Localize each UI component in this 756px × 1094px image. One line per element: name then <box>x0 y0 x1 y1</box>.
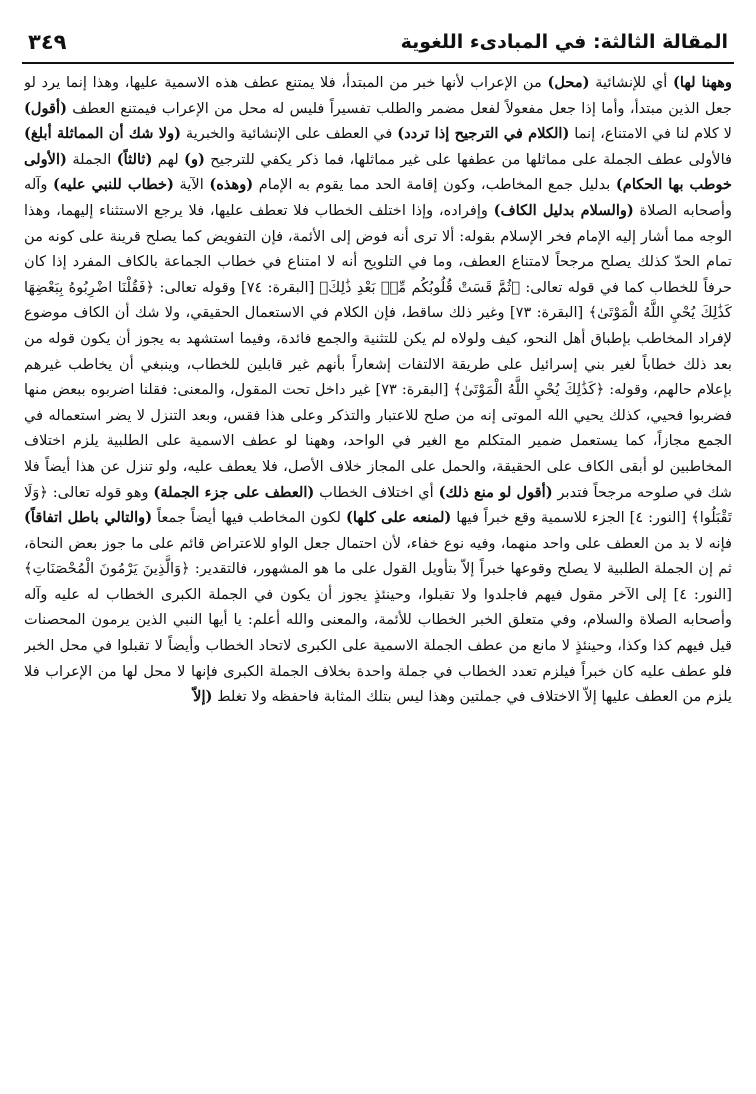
text-run: أي للإنشائية <box>589 74 674 91</box>
bold-text-run: (خطاب للنبي عليه) <box>52 176 174 194</box>
text-run: من الإعراب لأنها خبر من المبتدأ، فلا يمتنع عطف هذه الاسمية عليها، وهذا إنما يرد لو جعل الذين مبتدأ، وأما إذا جعل مفعولاً لفعل مضمر والطلب تفسيراً فليس له محل من الإعراب فيمتنع العطف <box>24 74 732 117</box>
text-run: فالأولى عطف الجملة على مماثلها من عطفها على غير مماثلها، فما ذكر يكفي للترجيح <box>204 150 732 168</box>
paragraph <box>24 70 732 710</box>
bold-text-run: (ثالثاً) <box>116 150 153 168</box>
text-run: الجملة <box>66 150 117 168</box>
text-run: لهم <box>152 150 185 168</box>
bold-text-run: (والسلام بدليل الكاف) <box>493 201 634 219</box>
bold-text-run: (إلاّ <box>193 688 213 706</box>
running-title: المقالة الثالثة: في المبادىء اللغوية <box>400 31 728 53</box>
text-run: أي اختلاف الخطاب <box>314 483 439 501</box>
text-run: فإنه لا بد من العطف على واحد منهما، وفيه نوع خفاء، لأن احتمال جعل الواو للاعتراض قائم على ما جوز بعض النحاة، ثم إن الجملة الطلبية لا يصلح وقوعها خبراً إلاّ بتأويل القول على ما هو المشهور، فالتقدير: ﴿وَالَّذِينَ يَرْمُونَ الْمُحْصَنَاتِ﴾ [النور: ٤] إلى الآخر مقول فيهم فاجلدوا ولا تقبلوا، وحينئذٍ يجوز أن يكون في الجملة الكبرى الخطاب له عليه وآله وأصحابه الصلاة والسلام، وفي متعلق الخبر الخطاب للأئمة، والمعنى والله أعلم: يا أيها النبي الذين يرمون المحصنات قيل فيهم كذا وكذا، وحينئذٍ لا مانع من عطف الجملة الاسمية على الكبرى لاتحاد الخطاب وأيضاً لا تقبلوا في محل الخبر فلو عطف عليه كان خبراً فيلزم تعدد الخطاب في جملة واحدة بخلاف الجملة الكبرى فإنها لا محل لها من الإعراب فلا يلزم من العطف عليها إلاّ الاختلاف في جملتين وهذا ليس بتلك المثابة فاحفظه ولا تغلط <box>24 534 732 706</box>
text-run: وإفراده، وإذا اختلف الخطاب فلا تعطف عليها، فلا يرجع الاستثناء إليهما، وهذا الوجه مما أشار إليه الإمام فخر الإسلام بقوله: ألا ترى أنه فوض إلى الأئمة، فإن التفويض كما يصلح قرينة على كونه من تمام الحدّ كذلك يصلح مرجحاً لامتناع العطف، وما في التلويح أنه لا امتناع في خطاب الجماعة بالكاف المفرد إذا كان حرفاً للخطاب كما في قوله تعالى: ﴿ثُمَّ قَسَتْ قُلُوبُكُم مِّنۢ بَعْدِ ذَٰلِكَ﴾ [البقرة: ٧٤] وقوله تعالى: ﴿فَقُلْنَا اضْرِبُوهُ بِبَعْضِهَا كَذَٰلِكَ يُحْيِ اللَّهُ الْمَوْتَىٰ﴾ [البقرة: ٧٣] وغير ذلك ساقط، فإن الكلام في الاستعمال الحقيقي، ولا شك أن الكاف موضوع لإفراد المخاطب بإطباق أهل النحو، كيف ولولاه لم يكن للتثنية والجمع فائدة، وفيما استشهد به يجوز أن يكون قوله من بعد ذلك خطاباً لغير بني إسرائيل على طريقة الالتفات إشعاراً بأنهم غير قابلين للخطاب، وينبغي أن يخاطب غيرهم بإعلام حالهم، وقوله: ﴿كَذَٰلِكَ يُحْيِ اللَّهُ الْمَوْتَىٰ﴾ [البقرة: ٧٣] غير داخل تحت المقول، والمعنى: فقلنا اضربوه ببعض منها فضربوا فحيي، كذلك يحيي الله الموتى إنه من صلح للاعتبار والتذكر وعلى هذا فقس، وبعد التنزل لا يضر استعماله في الجمع مجازاً، كما يستعمل ضمير المتكلم مع الغير في الواحد، وههنا لو عطف الاسمية على الطلبية يلزم اختلاف المخاطبين لو أبقى الكاف على الحقيقة، والحمل على المجاز خلاف الأصل، فلا يعطف عليه، ولو تنزل عن هذا أيضاً فلا شك في صلوحه مرجحاً فتدبر <box>24 201 732 501</box>
bold-text-run: (محل) <box>547 74 590 91</box>
bold-text-run: (ولا شك أن المماثلة أبلغ) <box>24 125 182 143</box>
body-text <box>24 70 732 1080</box>
bold-text-run: (و) <box>184 150 205 168</box>
bold-text-run: (لمنعه على كلها) <box>345 509 452 527</box>
text-run: في العطف على الإنشائية والخبرية <box>181 125 398 143</box>
text-run: وهو قوله تعالى: ﴿وَلَا تَقْبَلُوا﴾ [النور: ٤] الجزء للاسمية وقع خبراً فيها <box>24 483 732 527</box>
bold-text-run: (أقول) <box>24 99 67 117</box>
bold-text-run: وههنا لها) <box>673 74 732 91</box>
text-run: لا كلام لنا في الامتناع، إنما <box>569 125 732 143</box>
text-run: الآية <box>173 176 210 194</box>
page-header <box>22 22 734 64</box>
bold-text-run: (أقول لو منع ذلك) <box>438 483 553 501</box>
bold-text-run: (الكلام في الترجيح إذا تردد) <box>397 125 570 143</box>
text-run: وآله وأصحابه الصلاة <box>24 176 732 219</box>
text-run: لكون المخاطب فيها أيضاً جمعاً <box>152 509 346 527</box>
bold-text-run: (وهذه) <box>209 176 254 194</box>
page-number: ٣٤٩ <box>28 30 67 54</box>
bold-text-run: (والتالي باطل اتفاقاً) <box>24 509 153 527</box>
text-run: بدليل جمع المخاطب، وكون إقامة الحد مما يقوم به الإمام <box>253 176 616 194</box>
bold-text-run: (العطف على جزء الجملة) <box>153 483 315 501</box>
bold-text-run: (الأولى خوطب بها الحكام) <box>24 150 732 194</box>
